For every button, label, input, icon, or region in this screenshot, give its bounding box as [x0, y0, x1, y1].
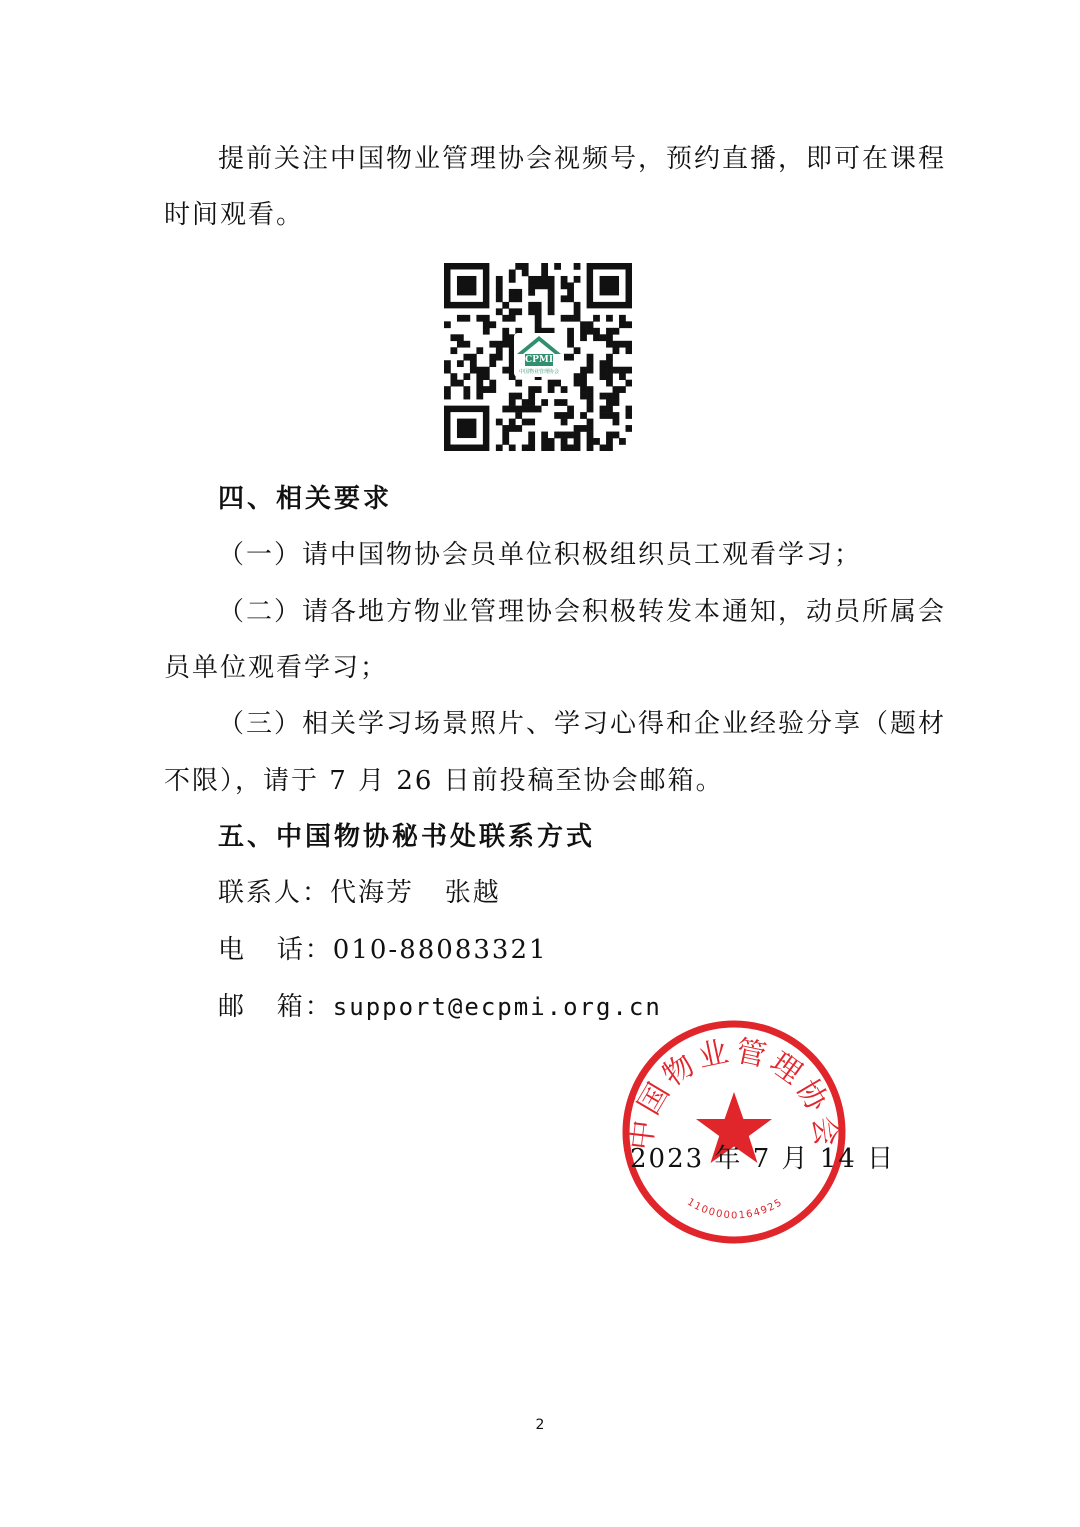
contact-value: 代海芳 张越	[330, 878, 501, 908]
contact-row	[218, 876, 501, 910]
section-4-heading: 四、相关要求	[218, 484, 393, 514]
intro-line-1: 提前关注中国物业管理协会视频号，预约直播，即可在课程	[218, 144, 947, 174]
qr-logo-subtext: 中国物业管理协会	[518, 369, 559, 375]
section-4-item-1: （一）请中国物协会员单位积极组织员工观看学习；	[218, 540, 863, 570]
email-label: 邮 箱：	[218, 992, 333, 1022]
section-4-item-3-line-2: 不限），请于 7 月 26 日前投稿至协会邮箱。	[164, 766, 724, 796]
phone-value: 010-88083321	[332, 935, 548, 965]
phone-row	[218, 933, 548, 967]
qr-code	[444, 263, 632, 451]
qr-logo-text: CPMI	[524, 355, 554, 365]
seal-serial: 1100000164925	[685, 1196, 785, 1222]
date-line: 2023 年 7 月 14 日	[630, 1144, 896, 1174]
section-4-item-2-line-1: （二）请各地方物业管理协会积极转发本通知，动员所属会	[218, 597, 947, 627]
official-seal	[619, 1017, 849, 1247]
phone-label: 电 话：	[218, 935, 333, 965]
section-4-item-3-line-1: （三）相关学习场景照片、学习心得和企业经验分享（题材	[218, 709, 947, 739]
contact-label: 联系人：	[218, 878, 331, 908]
email-row	[218, 990, 662, 1024]
section-4-item-2-line-2: 员单位观看学习；	[164, 653, 389, 683]
seal-arc-text: 中国物业管理协会	[623, 1033, 845, 1153]
qr-logo	[514, 333, 564, 377]
section-5-heading: 五、中国物协秘书处联系方式	[218, 822, 596, 852]
page-number: 2	[535, 1417, 545, 1433]
intro-line-2: 时间观看。	[164, 200, 305, 230]
seal-image	[619, 1017, 849, 1247]
email-value: support@ecpmi.org.cn	[332, 993, 662, 1021]
